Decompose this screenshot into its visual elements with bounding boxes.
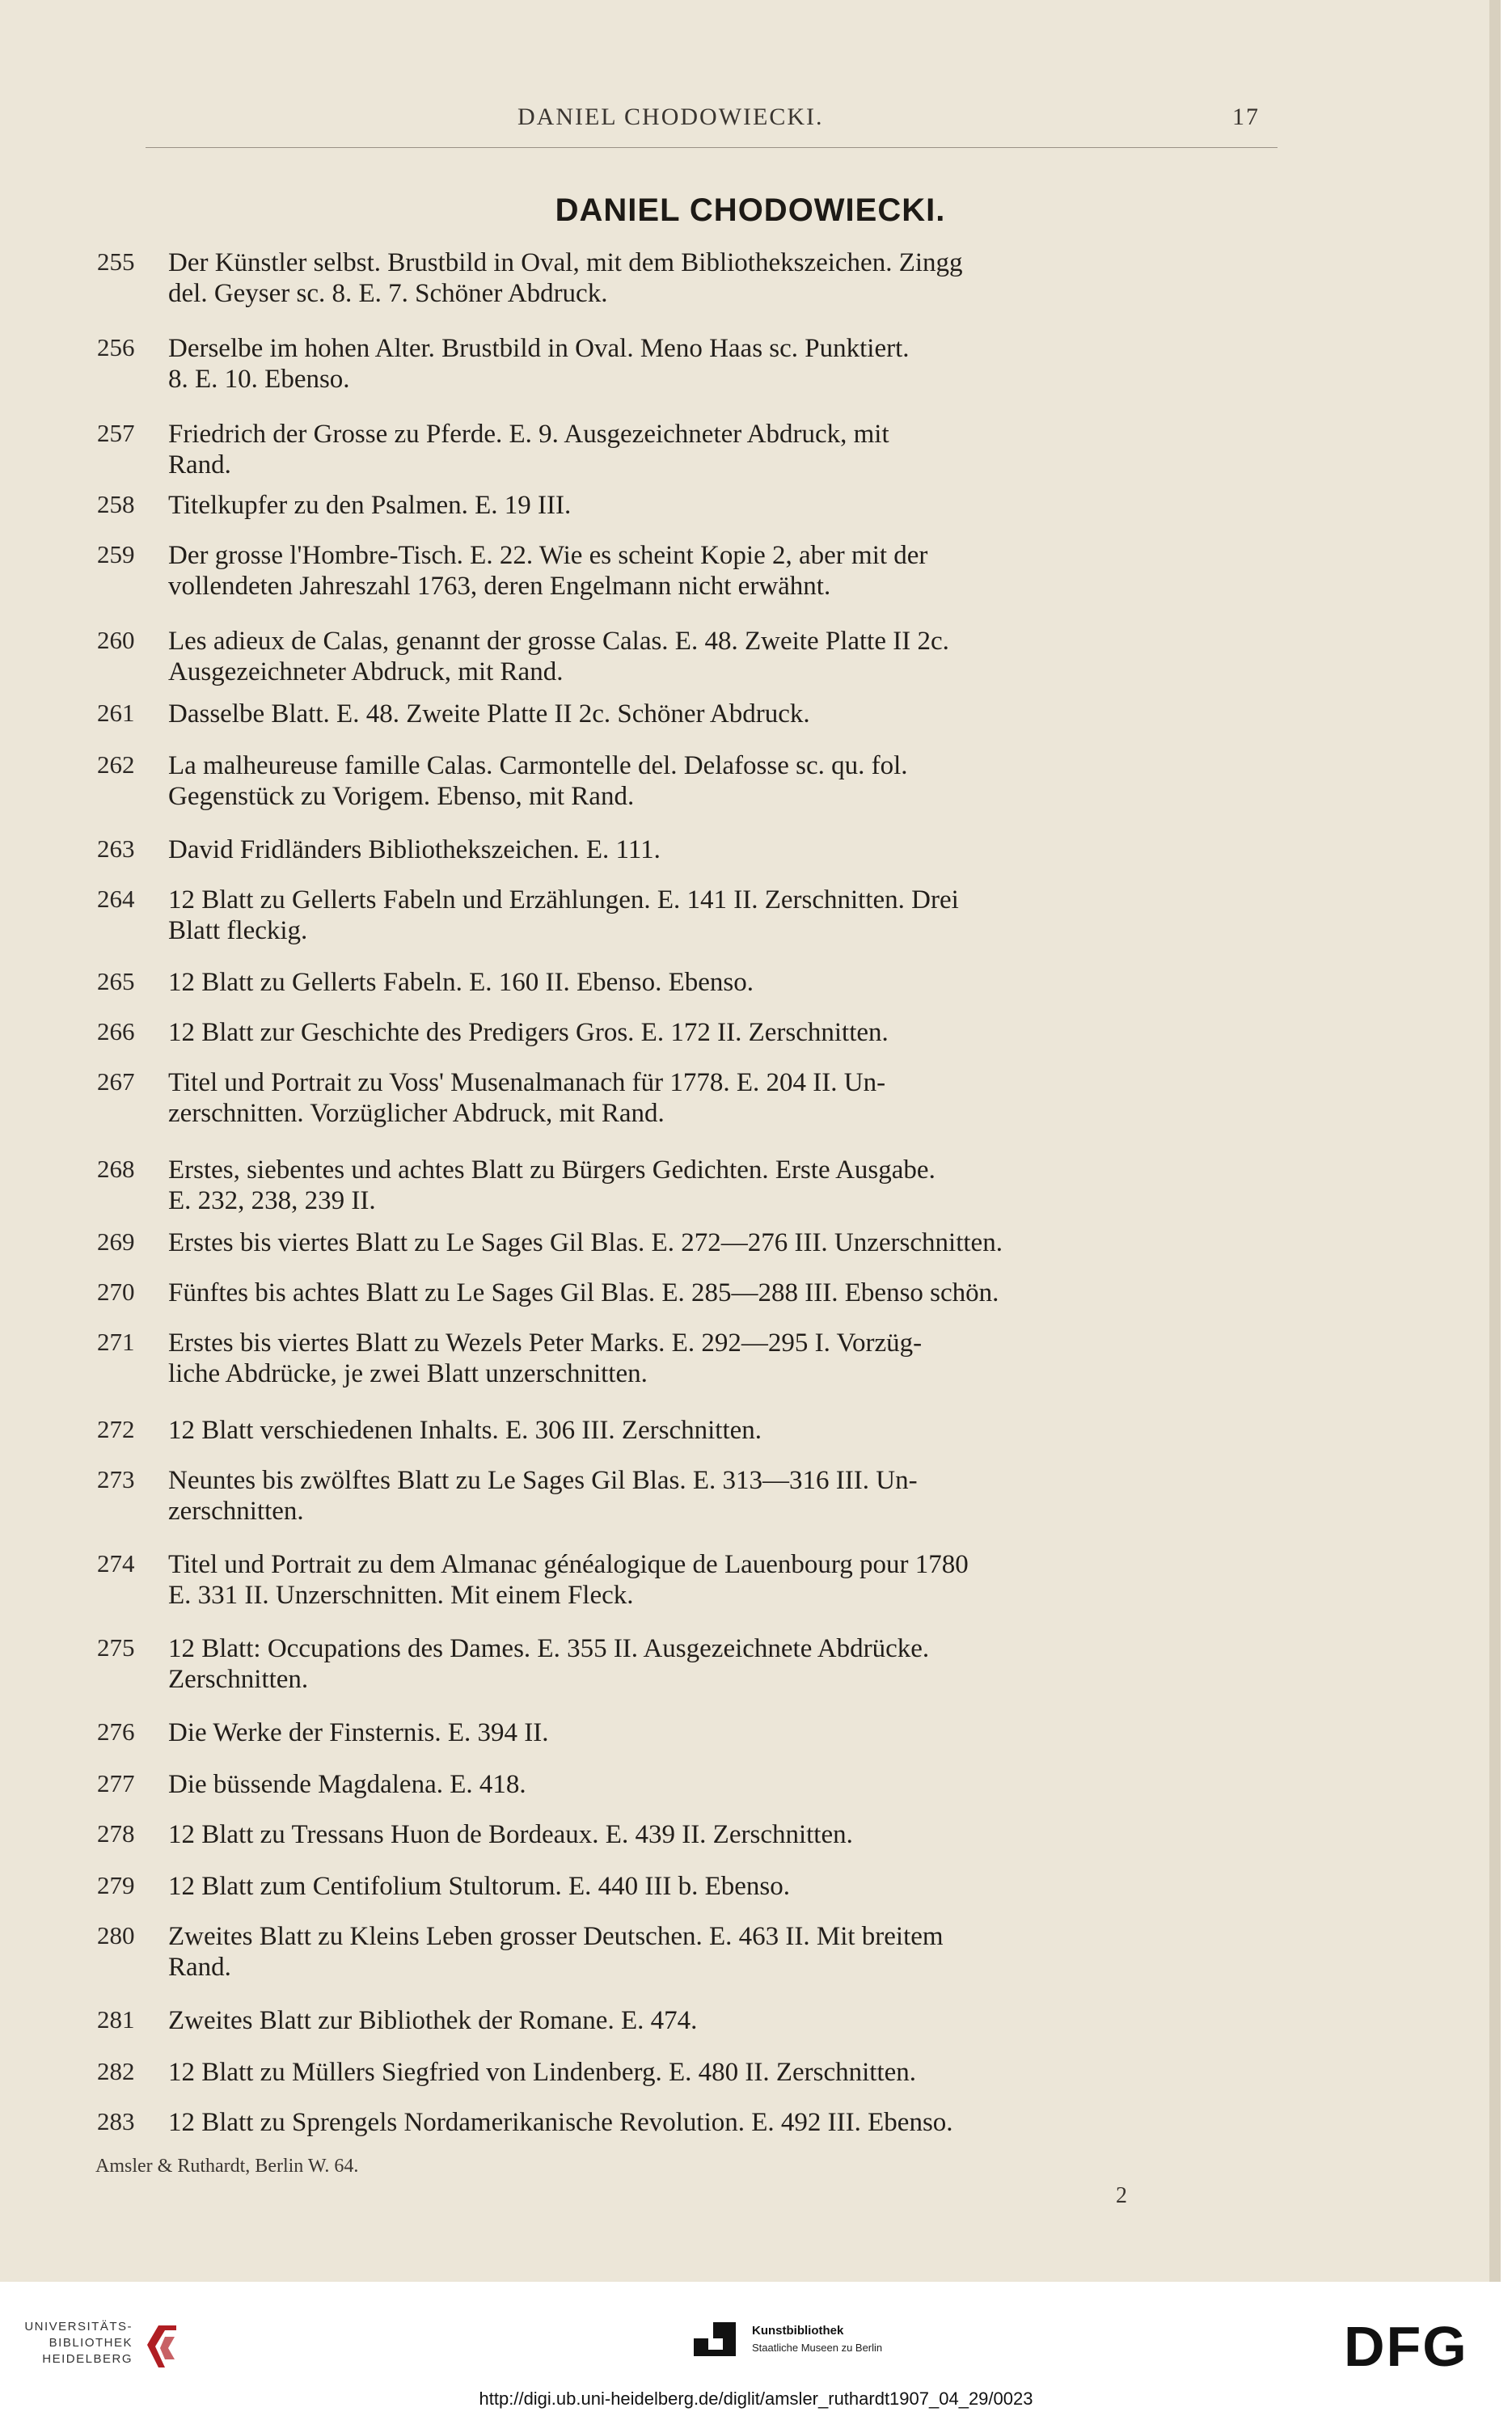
entry-text <box>168 2107 1268 2138</box>
entry-number: 275 <box>97 1633 135 1662</box>
entry-line: 12 Blatt zu Sprengels Nordamerikanische Revolution. E. 492 III. Ebenso. <box>168 2108 953 2137</box>
printer-imprint: Amsler & Ruthardt, Berlin W. 64. <box>95 2156 359 2177</box>
entry-text <box>168 247 1268 309</box>
entry-text <box>168 2057 1268 2088</box>
entry-line: Erstes bis viertes Blatt zu Wezels Peter Marks. E. 292—295 I. Vorzüg- <box>168 1328 923 1358</box>
entry-line: Die Werke der Finsternis. E. 394 II. <box>168 1718 549 1747</box>
entry-text <box>168 1921 1268 1983</box>
entry-text <box>168 1017 1268 1048</box>
entry-text <box>168 1717 1268 1748</box>
entry-line: del. Geyser sc. 8. E. 7. Schöner Abdruck. <box>168 279 608 308</box>
entry-line: 12 Blatt zu Tressans Huon de Bordeaux. E. 439 II. Zerschnitten. <box>168 1820 853 1849</box>
sheet-signature: 2 <box>1116 2183 1127 2208</box>
entry-number: 265 <box>97 967 135 995</box>
entry-line: Derselbe im hohen Alter. Brustbild in Oval. Meno Haas sc. Punktiert. <box>168 334 910 363</box>
entry-number: 269 <box>97 1227 135 1256</box>
entry-line: Die büssende Magdalena. E. 418. <box>168 1770 526 1799</box>
university-library-logo[interactable] <box>19 2319 213 2384</box>
page-number: 17 <box>1232 103 1260 130</box>
entry-number: 256 <box>97 333 135 361</box>
entry-line: zerschnitten. Vorzüglicher Abdruck, mit Rand. <box>168 1099 665 1128</box>
entry-text <box>168 2005 1268 2036</box>
entry-number: 271 <box>97 1328 135 1356</box>
entry-number: 272 <box>97 1415 135 1443</box>
entry-number: 261 <box>97 699 135 727</box>
entry-number: 279 <box>97 1871 135 1899</box>
entry-text <box>168 750 1268 812</box>
entry-line: Friedrich der Grosse zu Pferde. E. 9. Ausgezeichneter Abdruck, mit <box>168 420 889 449</box>
running-head-title: DANIEL CHODOWIECKI. <box>517 103 824 130</box>
entry-text <box>168 419 1268 480</box>
entry-line: Neuntes bis zwölftes Blatt zu Le Sages Gil Blas. E. 313—316 III. Un- <box>168 1466 918 1495</box>
entry-line: David Fridländers Bibliothekszeichen. E. 111. <box>168 835 661 864</box>
entry-line: vollendeten Jahreszahl 1763, deren Engelmann nicht erwähnt. <box>168 572 831 601</box>
kunstbibliothek-mark-icon <box>691 2319 739 2359</box>
footer-bar <box>0 2282 1512 2416</box>
entry-number: 281 <box>97 2005 135 2034</box>
entry-line: Erstes, siebentes und achtes Blatt zu Bürgers Gedichten. Erste Ausgabe. <box>168 1155 935 1185</box>
university-library-name: UNIVERSITÄTS- BIBLIOTHEK HEIDELBERG <box>24 2320 133 2366</box>
permalink-url[interactable]: http://digi.ub.uni-heidelberg.de/diglit/amsler_ruthardt1907_04_29/0023 <box>479 2389 1033 2409</box>
entry-line: Der grosse l'Hombre-Tisch. E. 22. Wie es scheint Kopie 2, aber mit der <box>168 541 928 570</box>
entry-number: 263 <box>97 834 135 863</box>
entry-line: Dasselbe Blatt. E. 48. Zweite Platte II 2c. Schöner Abdruck. <box>168 699 810 729</box>
entry-number: 276 <box>97 1717 135 1746</box>
entry-text <box>168 540 1268 602</box>
entry-line: Rand. <box>168 450 231 479</box>
entry-number: 278 <box>97 1819 135 1848</box>
entry-text <box>168 1067 1268 1129</box>
entry-line: 12 Blatt: Occupations des Dames. E. 355 II. Ausgezeichnete Abdrücke. <box>168 1634 930 1663</box>
entry-text <box>168 967 1268 998</box>
entry-line: Ausgezeichneter Abdruck, mit Rand. <box>168 657 564 686</box>
entry-line: Blatt fleckig. <box>168 916 308 945</box>
entry-line: Titelkupfer zu den Psalmen. E. 19 III. <box>168 491 572 520</box>
entry-line: La malheureuse famille Calas. Carmontelle del. Delafosse sc. qu. fol. <box>168 751 908 780</box>
entry-line: Rand. <box>168 1953 231 1982</box>
entry-line: Titel und Portrait zu Voss' Musenalmanach für 1778. E. 204 II. Un- <box>168 1068 886 1097</box>
entry-line: zerschnitten. <box>168 1497 304 1526</box>
entry-text <box>168 1155 1268 1216</box>
entry-number: 264 <box>97 885 135 913</box>
entry-line: Gegenstück zu Vorigem. Ebenso, mit Rand. <box>168 782 635 811</box>
entry-text <box>168 626 1268 687</box>
entry-line: 12 Blatt verschiedenen Inhalts. E. 306 III. Zerschnitten. <box>168 1416 762 1445</box>
entry-line: E. 232, 238, 239 II. <box>168 1186 376 1215</box>
entry-line: Zweites Blatt zu Kleins Leben grosser Deutschen. E. 463 II. Mit breitem <box>168 1922 944 1951</box>
entry-number: 266 <box>97 1017 135 1045</box>
entry-line: 12 Blatt zum Centifolium Stultorum. E. 440 III b. Ebenso. <box>168 1872 791 1901</box>
entry-text <box>168 1278 1268 1308</box>
entry-text <box>168 1769 1268 1800</box>
entry-line: Der Künstler selbst. Brustbild in Oval, mit dem Bibliothekszeichen. Zingg <box>168 248 963 277</box>
entry-line: Titel und Portrait zu dem Almanac généalogique de Lauenbourg pour 1780 <box>168 1550 969 1579</box>
entry-text <box>168 1227 1268 1258</box>
entry-number: 274 <box>97 1549 135 1578</box>
entry-line: 12 Blatt zu Müllers Siegfried von Lindenberg. E. 480 II. Zerschnitten. <box>168 2058 917 2087</box>
dfg-logo[interactable]: DFG <box>1344 2315 1468 2378</box>
entry-line: 12 Blatt zur Geschichte des Predigers Gros. E. 172 II. Zerschnitten. <box>168 1018 889 1047</box>
entry-text <box>168 1819 1268 1850</box>
entry-line: 12 Blatt zu Gellerts Fabeln und Erzählungen. E. 141 II. Zerschnitten. Drei <box>168 885 959 914</box>
entry-text <box>168 1328 1268 1389</box>
entry-text <box>168 1415 1268 1446</box>
kunstbibliothek-subtitle: Staatliche Museen zu Berlin <box>752 2342 883 2354</box>
entry-text <box>168 1549 1268 1611</box>
entry-line: Zerschnitten. <box>168 1665 309 1694</box>
university-seal-icon <box>141 2321 189 2372</box>
entry-text <box>168 1633 1268 1695</box>
entry-number: 270 <box>97 1278 135 1306</box>
entry-line: Les adieux de Calas, genannt der grosse Calas. E. 48. Zweite Platte II 2c. <box>168 627 949 656</box>
entry-number: 259 <box>97 540 135 568</box>
entry-text <box>168 834 1268 865</box>
entry-number: 258 <box>97 490 135 518</box>
entry-line: 8. E. 10. Ebenso. <box>168 365 350 394</box>
entry-text <box>168 1465 1268 1527</box>
entry-line: E. 331 II. Unzerschnitten. Mit einem Fleck. <box>168 1581 634 1610</box>
page-title: DANIEL CHODOWIECKI. <box>555 192 946 228</box>
entry-number: 277 <box>97 1769 135 1797</box>
entry-number: 262 <box>97 750 135 779</box>
kunstbibliothek-logo[interactable] <box>691 2319 933 2367</box>
entry-text <box>168 333 1268 395</box>
entry-line: Erstes bis viertes Blatt zu Le Sages Gil Blas. E. 272—276 III. Unzerschnitten. <box>168 1228 1003 1257</box>
entry-text <box>168 699 1268 729</box>
entry-number: 255 <box>97 247 135 276</box>
entry-number: 283 <box>97 2107 135 2135</box>
entry-text <box>168 1871 1268 1902</box>
entry-number: 282 <box>97 2057 135 2085</box>
entry-text <box>168 490 1268 521</box>
entry-number: 280 <box>97 1921 135 1949</box>
entry-number: 268 <box>97 1155 135 1183</box>
entry-line: 12 Blatt zu Gellerts Fabeln. E. 160 II. Ebenso. Ebenso. <box>168 968 754 997</box>
entry-number: 260 <box>97 626 135 654</box>
entry-number: 273 <box>97 1465 135 1493</box>
kunstbibliothek-name: Kunstbibliothek <box>752 2324 844 2338</box>
entry-line: Zweites Blatt zur Bibliothek der Romane. E. 474. <box>168 2006 698 2035</box>
entry-line: liche Abdrücke, je zwei Blatt unzerschnitten. <box>168 1359 648 1388</box>
entry-number: 267 <box>97 1067 135 1096</box>
entry-number: 257 <box>97 419 135 447</box>
entry-text <box>168 885 1268 946</box>
entry-line: Fünftes bis achtes Blatt zu Le Sages Gil Blas. E. 285—288 III. Ebenso schön. <box>168 1278 999 1307</box>
